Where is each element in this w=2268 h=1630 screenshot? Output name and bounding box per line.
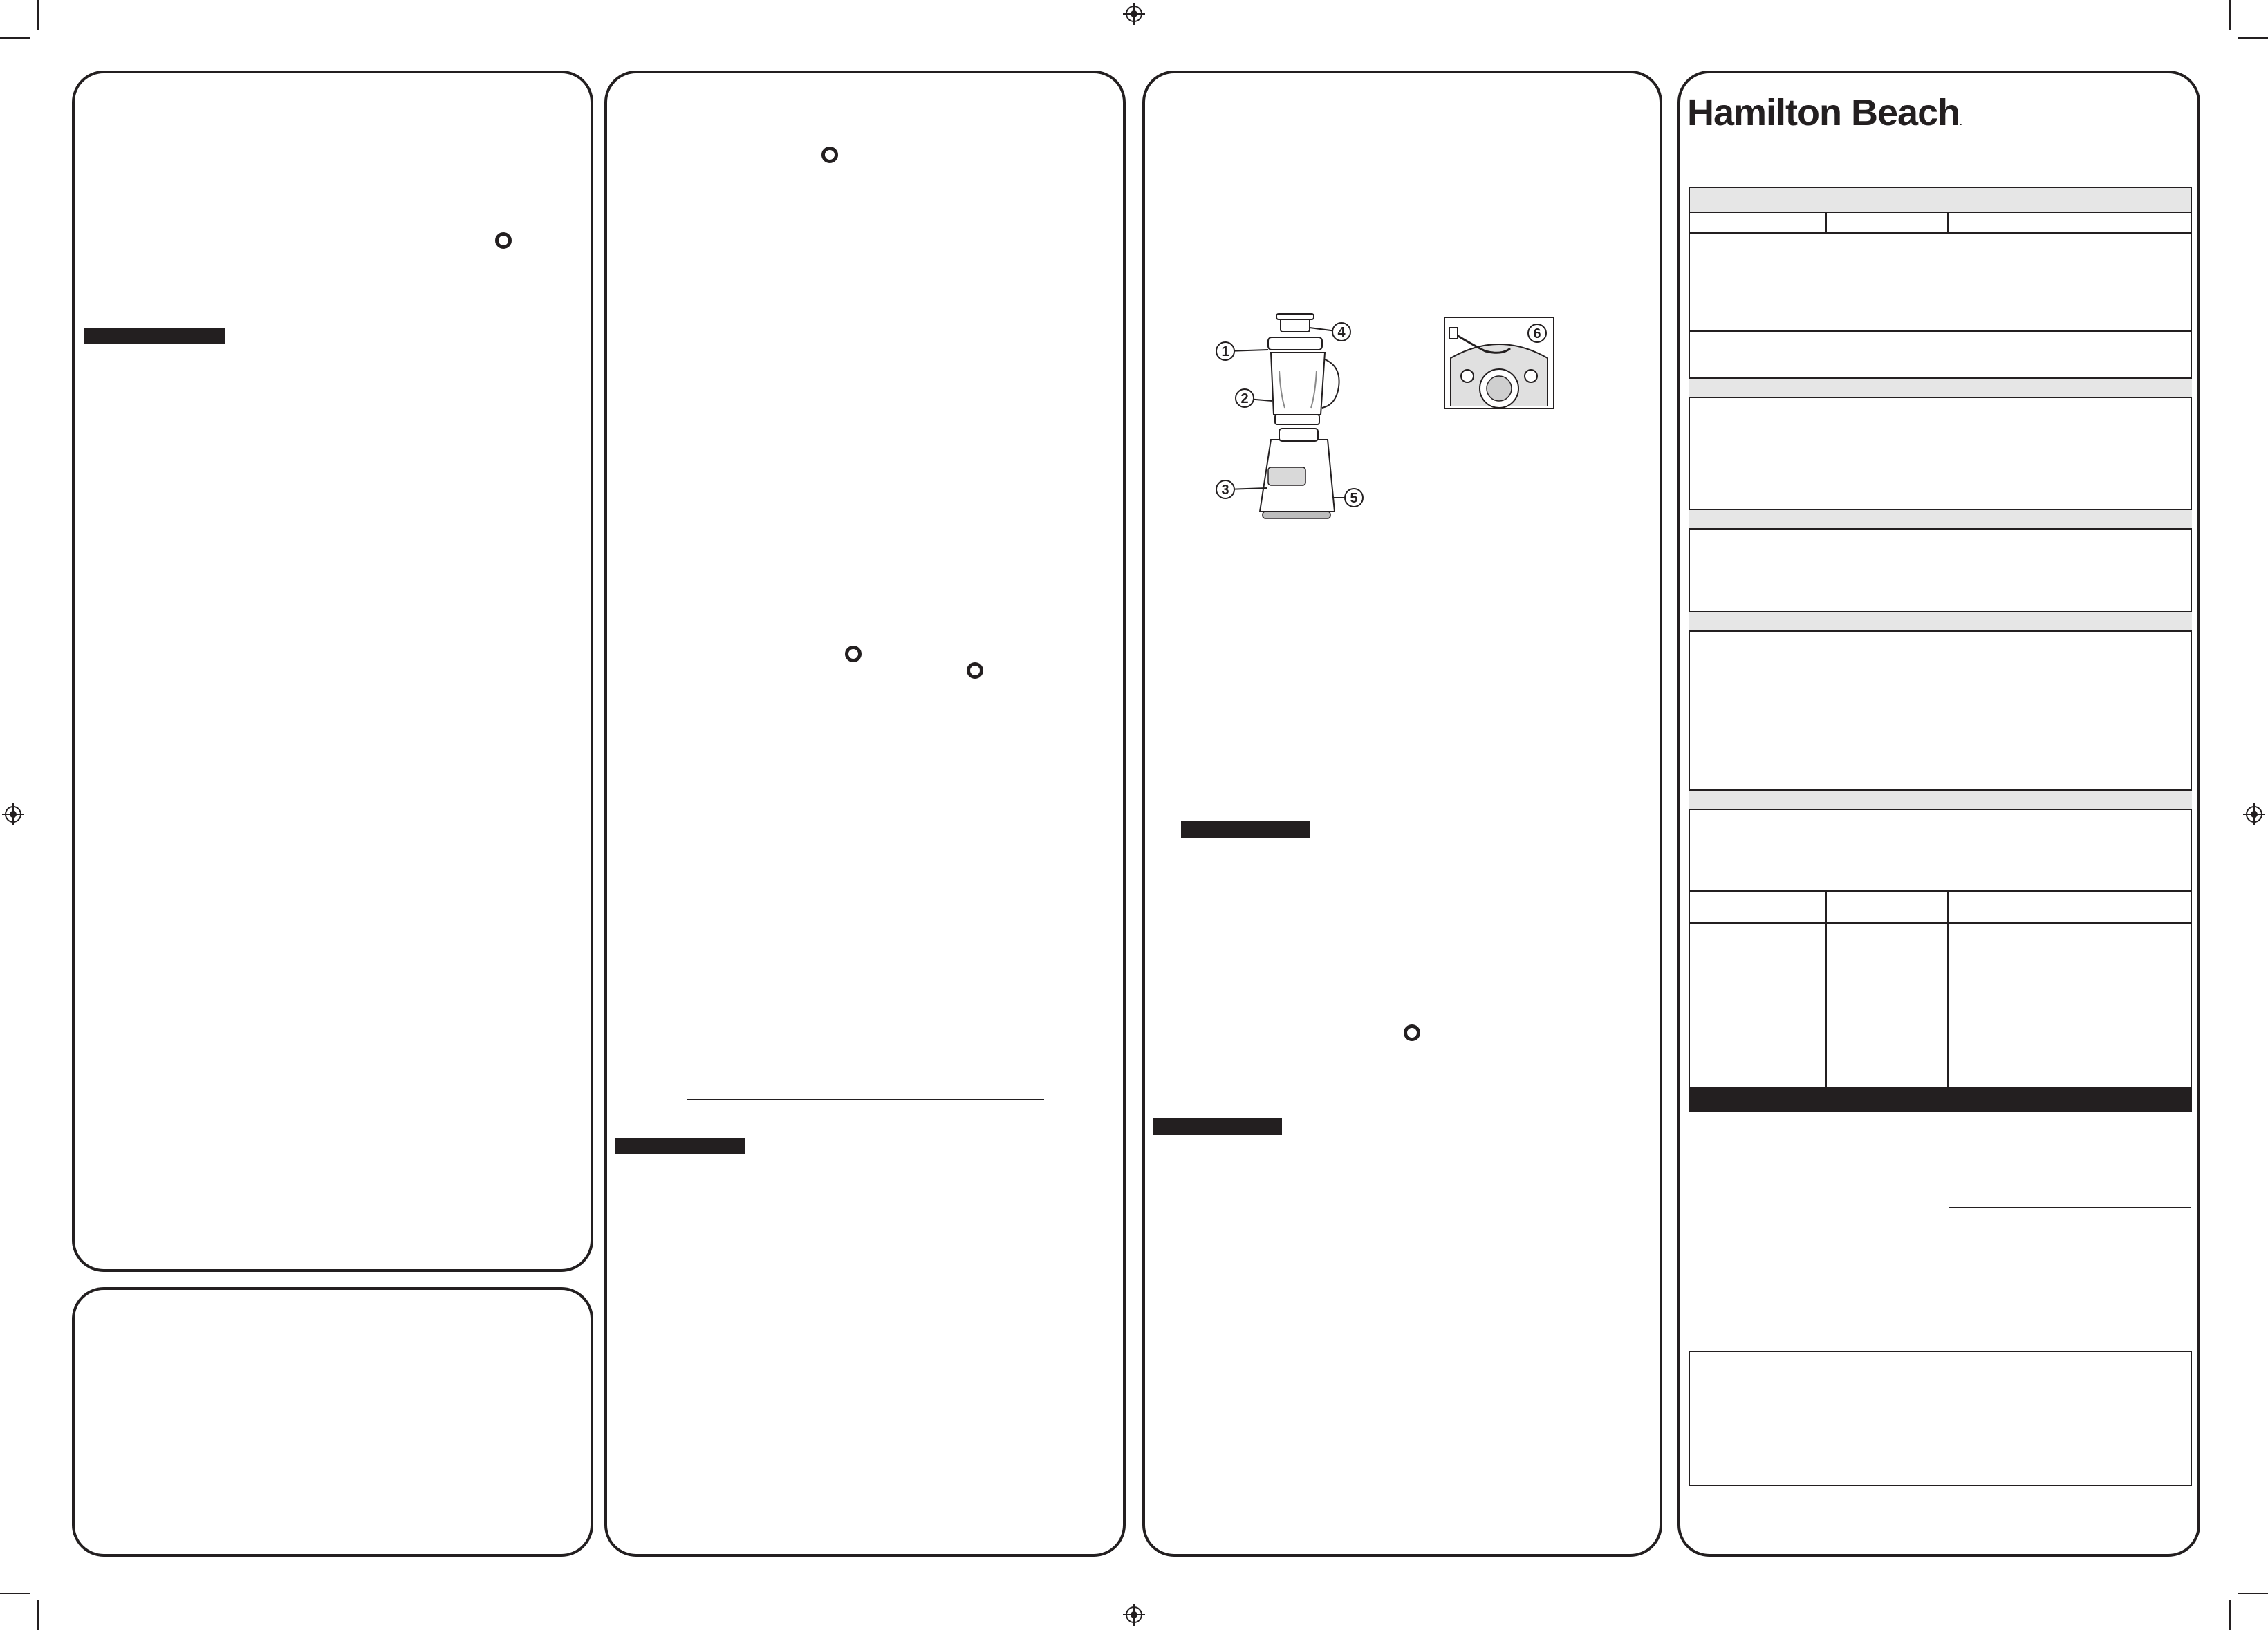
callout-number: 1	[1221, 344, 1229, 359]
notice-box	[1689, 1351, 2192, 1486]
section-heading-bar	[615, 1138, 745, 1154]
callout-number: 4	[1337, 325, 1346, 340]
table-rule	[1689, 890, 2192, 892]
panel-safeguards	[72, 71, 593, 1272]
crop-mark	[2229, 0, 2231, 30]
table-rule	[1825, 890, 1827, 1087]
table-rule	[1689, 922, 2192, 924]
callout-number: 6	[1533, 326, 1541, 341]
table-header-band	[1689, 509, 2192, 530]
crop-mark	[2229, 1600, 2231, 1630]
callout-number: 5	[1350, 491, 1358, 506]
table-rule	[2191, 187, 2192, 1112]
crop-mark	[37, 1600, 39, 1630]
registration-mark-icon	[1120, 1601, 1148, 1629]
panel-parts	[1142, 71, 1662, 1557]
table-rule	[1689, 330, 2192, 332]
ring-bullet-icon	[1404, 1024, 1420, 1041]
table-rule	[1825, 213, 1827, 232]
panel-note	[72, 1287, 593, 1557]
crop-mark	[2238, 37, 2268, 39]
table-rule	[1689, 187, 1690, 1112]
ring-bullet-icon	[845, 646, 862, 662]
brand-logo-mark: .	[1960, 118, 1962, 127]
crop-mark	[0, 37, 30, 39]
section-heading-bar	[84, 328, 225, 344]
cord-storage-diagram	[1444, 317, 1556, 411]
registration-mark-icon	[1120, 1, 1148, 29]
registration-mark-icon	[2240, 800, 2268, 828]
brand-logo-text: Hamilton Beach	[1687, 92, 1960, 133]
table-header-band	[1689, 377, 2192, 398]
diagram-callouts	[1203, 304, 1383, 539]
section-heading-bar	[1181, 821, 1310, 838]
panel-back-cover	[1677, 71, 2200, 1557]
table-footer-bar	[1689, 1087, 2192, 1112]
callout-number: 2	[1240, 391, 1249, 406]
table-header-band	[1689, 789, 2192, 810]
crop-mark	[2238, 1593, 2268, 1594]
signature-rule	[1949, 1207, 2191, 1208]
callout-number: 3	[1221, 483, 1229, 498]
table-rule	[1689, 232, 2192, 234]
crop-mark	[37, 0, 39, 30]
table-header-band	[1689, 611, 2192, 632]
panel-instructions	[604, 71, 1126, 1557]
registration-mark-icon	[0, 800, 28, 828]
ring-bullet-icon	[495, 232, 512, 249]
divider-rule	[687, 1099, 1044, 1100]
ring-bullet-icon	[821, 147, 838, 163]
ring-bullet-icon	[967, 662, 983, 679]
brand-logo	[1687, 91, 1961, 134]
table-rule	[1947, 213, 1949, 232]
table-rule	[1947, 890, 1949, 1087]
crop-mark	[0, 1593, 30, 1594]
section-heading-bar	[1153, 1118, 1282, 1135]
table-header-band	[1689, 187, 2192, 213]
